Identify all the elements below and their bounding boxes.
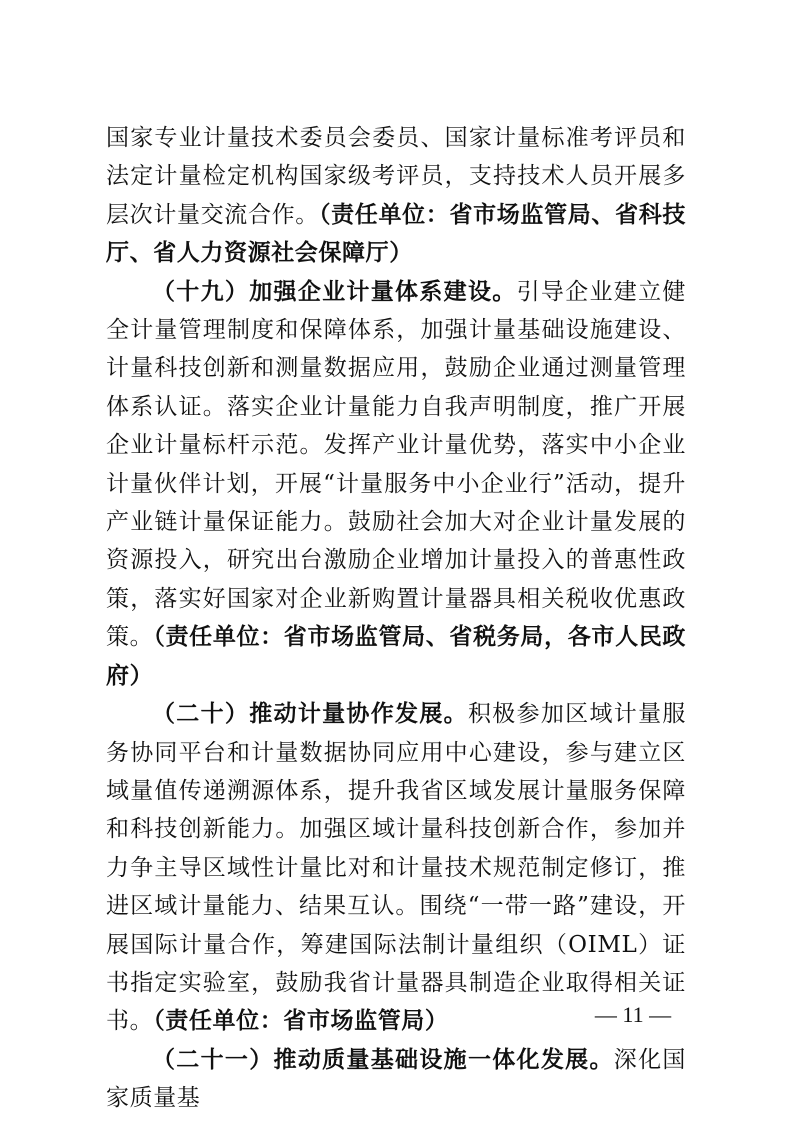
page-number: — 11 — [594, 1002, 672, 1027]
paragraph-text: 深化国家质量基 [106, 1046, 686, 1112]
paragraph-section-20 [106, 695, 686, 1041]
paragraph-text: 积极参加区域计量服务协同平台和计量数据协同应用中心建设，参与建立区域量值传递溯源体系，提升我省区域发展计量服务保障和科技创新能力。加强区域计量科技创新合作，参加并力争主导区域性计量比对和计量技术规范制定修订，推进区域计量能力、结果互认。围绕“一带一路”建设，开展国际计量合作，筹建国际法制计量组织（OIML）证书指定实验室，鼓励我省计量器具制造企业取得相关证书。 [106, 701, 686, 1035]
paragraph-continuation [106, 119, 686, 273]
responsible-units: （责任单位：省市场监管局、省税务局，各市人民政府） [106, 623, 686, 689]
section-heading: （十九）加强企业计量体系建设。 [152, 277, 517, 305]
body-text [106, 119, 686, 1118]
paragraph-text: 国家专业计量技术委员会委员、国家计量标准考评员和法定计量检定机构国家级考评员，支持技术人员开展多层次计量交流合作。 [106, 125, 686, 228]
section-heading: （二十一）推动质量基础设施一体化发展。 [152, 1045, 614, 1073]
responsible-units: （责任单位：省市场监管局、省科技厅、省人力资源社会保障厅） [106, 200, 686, 267]
paragraph-text: 引导企业建立健全计量管理制度和保障体系，加强计量基础设施建设、计量科技创新和测量数据应用，鼓励企业通过测量管理体系认证。落实企业计量能力自我声明制度，推广开展企业计量标杆示范。发挥产业计量优势，落实中小企业计量伙伴计划，开展“计量服务中小企业行”活动，提升产业链计量保证能力。鼓励社会加大对企业计量发展的资源投入，研究出台激励企业增加计量投入的普惠性政策，落实好国家对企业新购置计量器具相关税收优惠政策。 [106, 278, 687, 651]
section-heading: （二十）推动计量协作发展。 [152, 700, 468, 728]
paragraph-section-19 [106, 273, 686, 695]
responsible-units: （责任单位：省市场监管局） [153, 1007, 449, 1035]
paragraph-section-21 [106, 1041, 686, 1118]
